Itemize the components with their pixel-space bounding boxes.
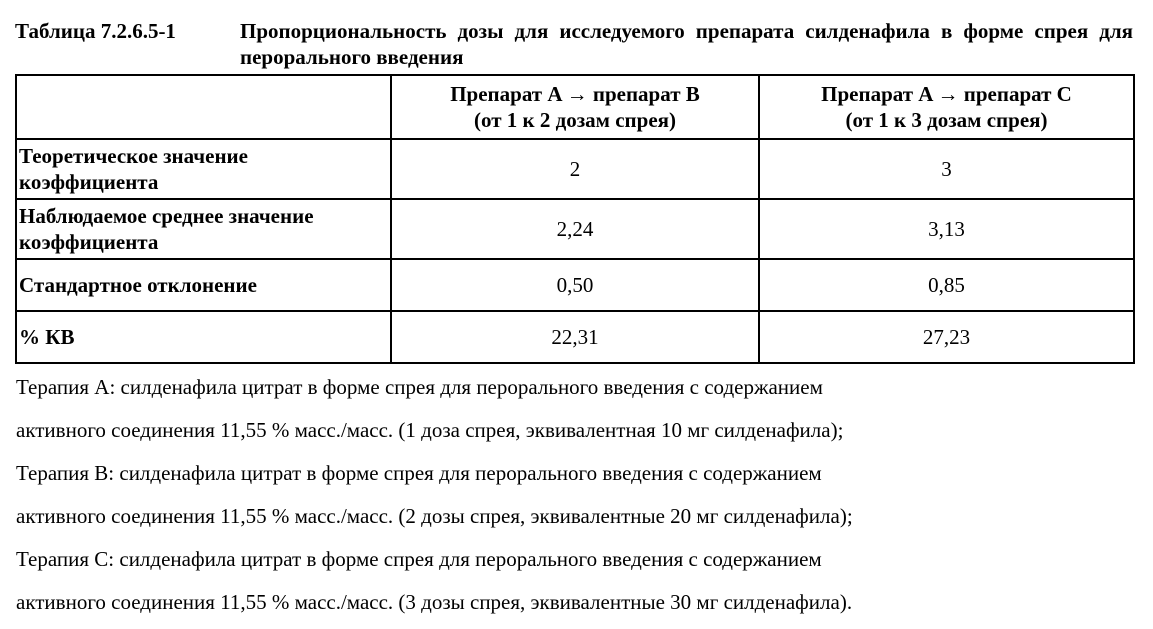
table-cell: 2: [391, 139, 759, 199]
column-header-a-to-b: [391, 75, 759, 139]
column-header-line2: (от 1 к 3 дозам спрея): [845, 108, 1048, 132]
table-row: [16, 199, 1134, 259]
row-label: % КВ: [16, 311, 391, 363]
row-label: Наблюдаемое среднее значение коэффициента: [16, 199, 391, 259]
table-cell: 3: [759, 139, 1134, 199]
therapy-notes: [16, 366, 1136, 624]
table-cell: 2,24: [391, 199, 759, 259]
table-title: Пропорциональность дозы для исследуемого препарата силденафила в форме спрея для перорального введения: [240, 19, 1133, 69]
note-line: активного соединения 11,55 % масс./масс. (2 дозы спрея, эквивалентные 20 мг силденафила);: [16, 504, 853, 528]
column-header-line1: Препарат A → препарат C: [821, 82, 1072, 106]
table-cell: 3,13: [759, 199, 1134, 259]
note-line: Терапия A: силденафила цитрат в форме спрея для перорального введения с содержанием: [16, 375, 823, 399]
table-row: [16, 259, 1134, 311]
table-cell: 0,50: [391, 259, 759, 311]
note-line: активного соединения 11,55 % масс./масс. (3 дозы спрея, эквивалентные 30 мг силденафила).: [16, 590, 853, 614]
header-empty-cell: [16, 75, 391, 139]
note-line: активного соединения 11,55 % масс./масс. (1 доза спрея, эквивалентная 10 мг силденафила);: [16, 418, 844, 442]
table-number: Таблица 7.2.6.5-1: [15, 19, 176, 43]
column-header-line2: (от 1 к 2 дозам спрея): [473, 108, 677, 132]
table-cell: 27,23: [759, 311, 1134, 363]
note-line: Терапия C: силденафила цитрат в форме спрея для перорального введения с содержанием: [16, 547, 822, 571]
table-row: [16, 311, 1134, 363]
column-header-a-to-c: [759, 75, 1134, 139]
table-cell: 0,85: [759, 259, 1134, 311]
data-table: [15, 74, 1135, 364]
table-header-row: [16, 75, 1134, 139]
table-cell: 22,31: [391, 311, 759, 363]
column-header-line1: Препарат A → препарат B: [450, 82, 700, 106]
row-label: Теоретическое значение коэффициента: [16, 139, 391, 199]
table-row: [16, 139, 1134, 199]
note-line: Терапия B: силденафила цитрат в форме спрея для перорального введения с содержанием: [16, 461, 822, 485]
row-label: Стандартное отклонение: [16, 259, 391, 311]
